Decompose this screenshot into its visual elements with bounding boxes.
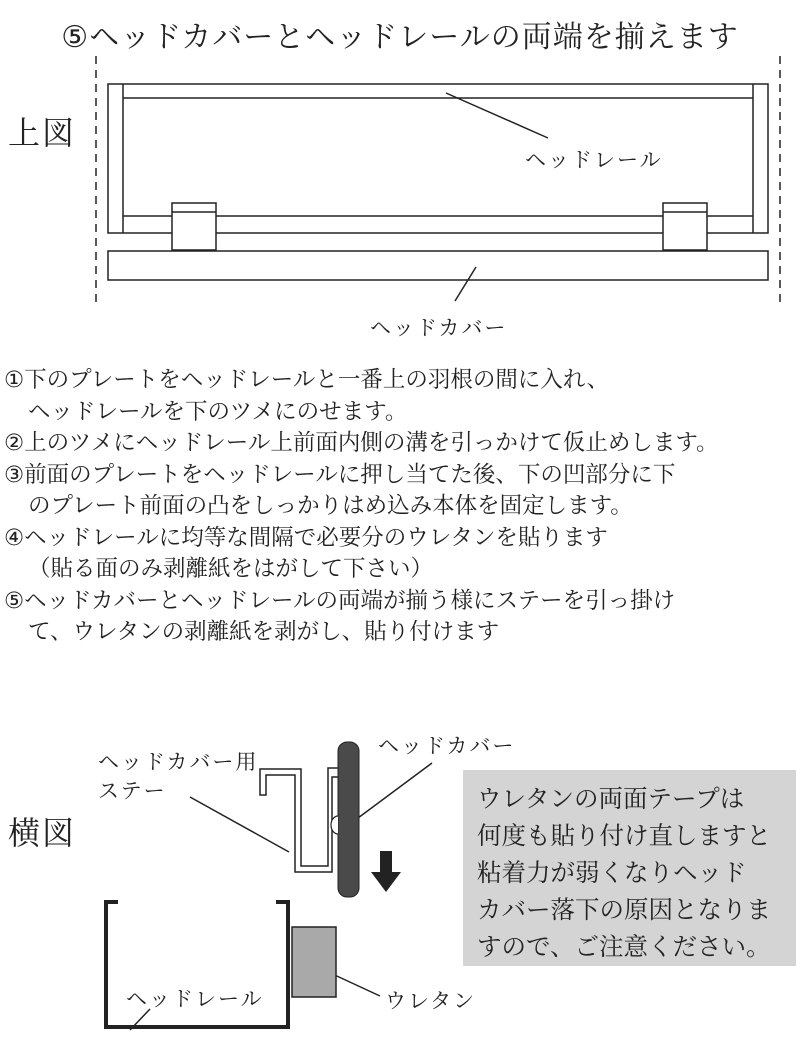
page-title: ⑤ヘッドカバーとヘッドレールの両端を揃えます [61, 20, 739, 55]
step-1-line-1: ①下のプレートをヘッドレールと一番上の羽根の間に入れ、 [4, 367, 610, 393]
urethane-callout: ウレタン [385, 989, 477, 1013]
notice-line-1: ウレタンの両面テープは [477, 784, 745, 813]
stay-callout-line-2: ステー [98, 779, 167, 803]
notice-line-3: 粘着力が弱くなりヘッド [477, 858, 747, 887]
side-view-label: 横図 [8, 814, 77, 852]
top-cover-callout: ヘッドカバー [370, 316, 508, 340]
step-4-line-1: ④ヘッドレールに均等な間隔で必要分のウレタンを貼ります [4, 524, 608, 551]
side-cover-callout: ヘッドカバー [378, 734, 516, 758]
stay-leader-line [190, 797, 289, 852]
step-3-line-1: ③前面のプレートをヘッドレールに押し当てた後、下の凹部分に下 [4, 461, 676, 488]
caution-notice [463, 770, 796, 966]
step-5-line-1: ⑤ヘッドカバーとヘッドレールの両端が揃う様にステーを引っ掛け [4, 587, 676, 614]
top-rail-callout: ヘッドレール [525, 148, 663, 172]
step-5-line-2: て、ウレタンの剥離紙を剥がし、貼り付けます [28, 619, 500, 645]
down-arrow-icon [371, 851, 401, 892]
stay-callout-line-1: ヘッドカバー用 [98, 750, 259, 774]
step-2-line-1: ②上のツメにヘッドレール上前面内側の溝を引っかけて仮止めします。 [4, 430, 719, 456]
step-4-line-2: （貼る面のみ剥離紙をはがして下さい） [28, 556, 434, 582]
step-1-line-2: ヘッドレールを下のツメにのせます。 [28, 398, 408, 425]
head-cover-side [338, 742, 359, 897]
cover-side-leader-line [358, 763, 432, 818]
step-3-line-2: のプレート前面の凸をしっかりはめ込み本体を固定します。 [28, 493, 633, 519]
notice-line-4: カバー落下の原因となりま [477, 895, 771, 924]
notice-line-5: すので、ご注意ください。 [477, 932, 771, 961]
side-rail-callout: ヘッドレール [126, 987, 264, 1011]
urethane-block [292, 927, 336, 997]
notice-line-2: 何度も貼り付け直しますと [477, 821, 771, 850]
top-view-label: 上図 [8, 114, 77, 152]
cover-stay-bracket [260, 768, 341, 872]
